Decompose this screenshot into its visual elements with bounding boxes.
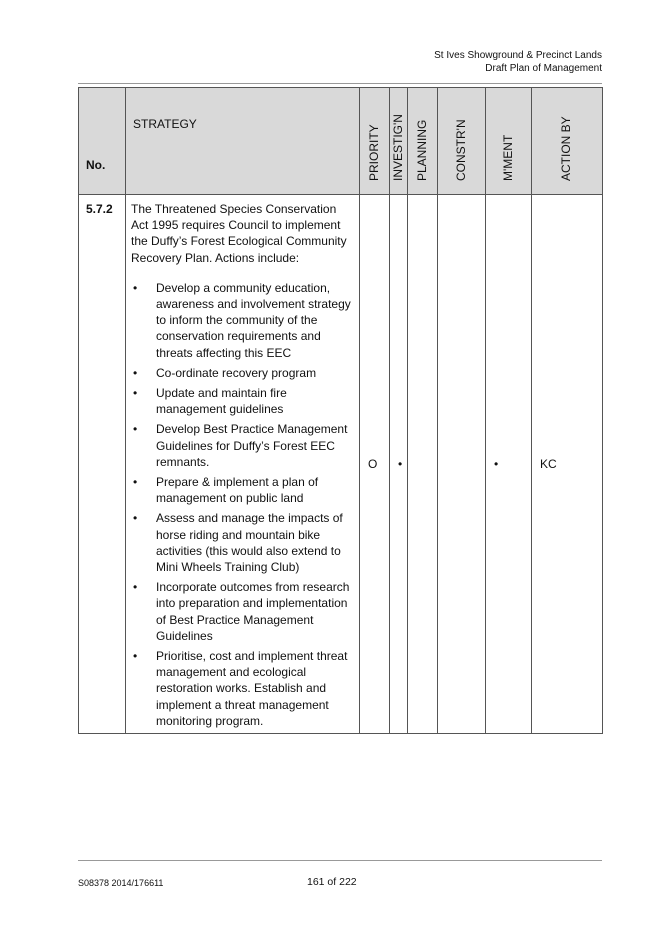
footer-divider: [78, 860, 602, 861]
strategy-table: [78, 87, 603, 734]
cell-priority: O: [360, 195, 390, 734]
list-item: • Assess and manage the impacts of horse riding and mountain bike activities (this would also extend to Mini Wheels Training Club): [133, 511, 343, 575]
row-strategy: [126, 195, 360, 734]
row-number: 5.7.2: [79, 195, 126, 734]
column-header-construction: CONSTR'N: [438, 88, 486, 195]
column-header-investigation: INVESTIG'N: [390, 88, 408, 195]
list-item: • Update and maintain fire management guidelines: [133, 386, 287, 417]
column-header-no: No.: [79, 88, 126, 195]
list-item: • Develop Best Practice Management Guidelines for Duffy’s Forest EEC remnants.: [133, 422, 348, 469]
column-header-management: M'MENT: [486, 88, 532, 195]
table-header-row: [79, 88, 603, 195]
header-divider: [78, 83, 602, 84]
cell-planning: [408, 195, 438, 734]
list-item: • Prepare & implement a plan of management on public land: [133, 475, 319, 506]
document-header: [434, 49, 602, 75]
header-subtitle: Draft Plan of Management: [485, 63, 602, 74]
list-item: • Develop a community education, awareness and involvement strategy to inform the community of the conservation requirements and threats affecting this EEC: [133, 280, 351, 360]
list-item: • Co-ordinate recovery program: [133, 365, 317, 380]
column-header-action-by: ACTION BY: [532, 88, 603, 195]
column-header-strategy: STRATEGY: [126, 88, 360, 195]
cell-investigation: •: [390, 195, 408, 734]
strategy-intro: The Threatened Species Conservation Act 1995 requires Council to implement the Duffy’s Forest Ecological Community Recovery Plan. Actions include:: [131, 202, 347, 265]
page-number: 161 of 222: [307, 876, 357, 888]
strategy-action-list: [131, 280, 353, 729]
document-reference: S08378 2014/176611: [78, 878, 164, 888]
column-header-priority: PRIORITY: [360, 88, 390, 195]
header-title: St Ives Showground & Precinct Lands: [434, 50, 602, 61]
list-item: • Incorporate outcomes from research into preparation and implementation of Best Practice Management Guidelines: [133, 580, 350, 643]
cell-construction: [438, 195, 486, 734]
table-row: [79, 195, 603, 734]
cell-management: •: [486, 195, 532, 734]
column-header-planning: PLANNING: [408, 88, 438, 195]
list-item: • Prioritise, cost and implement threat management and ecological restoration works. Establish and implement a threat management monitoring program.: [133, 649, 348, 728]
cell-action-by: KC: [532, 195, 603, 734]
